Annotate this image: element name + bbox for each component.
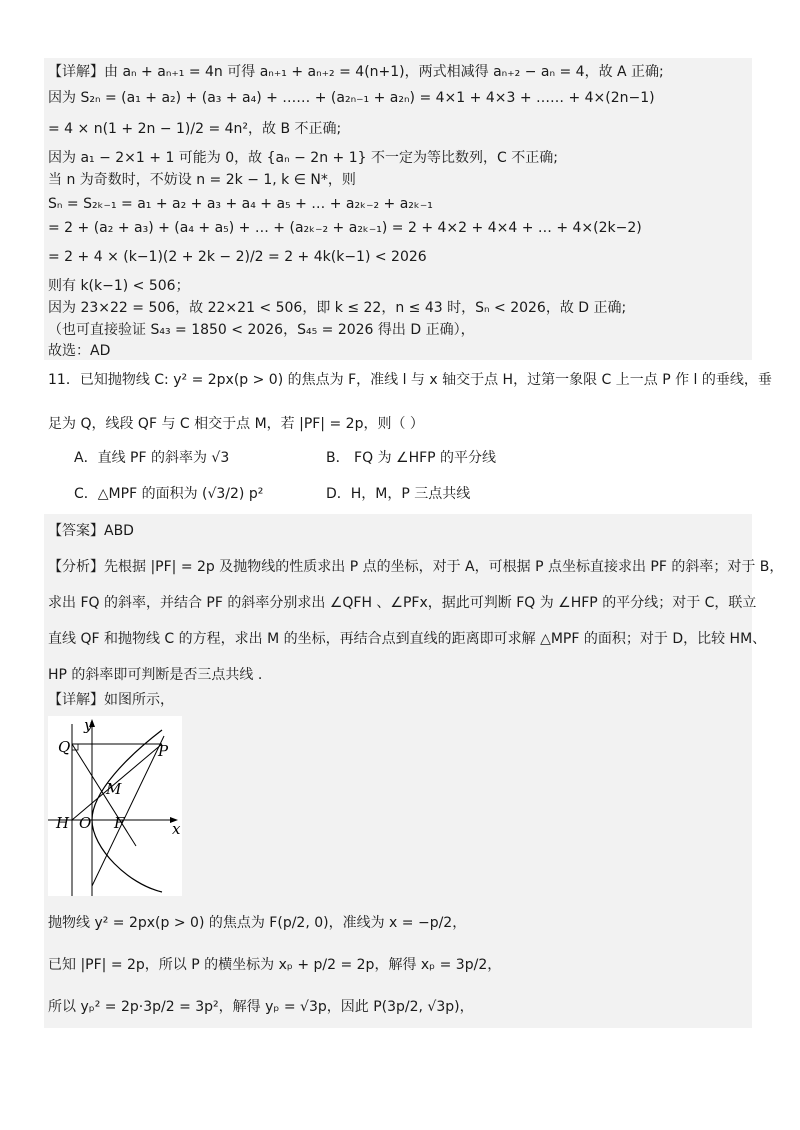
segment-pf [92,736,164,886]
analysis-line: 求出 FQ 的斜率，并结合 PF 的斜率分别求出 ∠QFH 、∠PFx，据此可判断 FQ 为 ∠HFP 的平分线；对于 C，联立 [48,595,757,611]
label-p: P [158,742,169,760]
option-a: A．直线 PF 的斜率为 √3 [74,450,230,466]
parabola-figure [48,716,182,896]
prev-solution-line: = 2 + (a₂ + a₃) + (a₄ + a₅) + … + (a₂ₖ₋₂ + a₂ₖ₋₁) = 2 + 4×2 + 4×4 + … + 4×(2k−2) [48,220,642,236]
prev-solution-line: 故选：AD [48,343,111,359]
parabola-diagram [48,716,182,896]
prev-solution-line: = 4 × n(1 + 2n − 1)/2 = 4n²，故 B 不正确; [48,121,342,137]
label-y: y [84,716,93,734]
label-o: O [79,814,92,832]
prev-solution-line: 则有 k(k−1) < 506； [48,278,190,294]
solution-head: 【详解】如图所示， [48,692,174,708]
prev-solution-line: 因为 S₂ₙ = (a₁ + a₂) + (a₃ + a₄) + …… + (a₂ₙ₋₁ + a₂ₙ) = 4×1 + 4×3 + …… + 4×(2n−1) [48,90,655,106]
parabola-curve [92,730,162,892]
solution-line: 已知 |PF| = 2p，所以 P 的横坐标为 xₚ + p/2 = 2p，解得 xₚ = 3p/2， [48,957,502,973]
analysis-line: HP 的斜率即可判断是否三点共线 . [48,667,263,683]
analysis-line: 【分析】先根据 |PF| = 2p 及抛物线的性质求出 P 点的坐标，对于 A，可根据 P 点坐标直接求出 PF 的斜率；对于 B， [48,559,784,575]
prev-solution-line: 因为 a₁ − 2×1 + 1 可能为 0，故 {aₙ − 2n + 1} 不一定为等比数列，C 不正确; [48,150,558,166]
answer-line: 【答案】ABD [48,523,134,539]
prev-solution-line: 因为 23×22 = 506，故 22×21 < 506，即 k ≤ 22，n ≤ 43 时，Sₙ < 2026，故 D 正确; [48,300,627,316]
question-number: 11． [48,372,80,388]
question-line: 足为 Q，线段 QF 与 C 相交于点 M，若 |PF| = 2p，则（ ） [48,416,424,432]
solution-line: 抛物线 y² = 2px(p > 0) 的焦点为 F(p/2, 0)，准线为 x = −p/2， [48,915,467,931]
prev-solution-line: = 2 + 4 × (k−1)(2 + 2k − 2)/2 = 2 + 4k(k−1) < 2026 [48,249,427,265]
label-x: x [172,820,181,838]
solution-line: 所以 yₚ² = 2p·3p/2 = 3p²，解得 yₚ = √3p，因此 P(3p/2, √3p)， [48,999,474,1015]
option-c: C．△MPF 的面积为 (√3/2) p² [74,486,264,502]
prev-solution-line: 【详解】由 aₙ + aₙ₊₁ = 4n 可得 aₙ₊₁ + aₙ₊₂ = 4(n+1)，两式相减得 aₙ₊₂ − aₙ = 4，故 A 正确; [48,64,664,80]
label-f: F [114,814,125,832]
prev-solution-line: （也可直接验证 S₄₃ = 1850 < 2026，S₄₅ = 2026 得出 D 正确）， [48,322,475,338]
question-stem: 已知抛物线 C: y² = 2px(p > 0) 的焦点为 F，准线 l 与 x 轴交于点 H，过第一象限 C 上一点 P 作 l 的垂线，垂 [79,372,772,388]
label-h: H [56,814,70,832]
option-b: B． FQ 为 ∠HFP 的平分线 [326,450,497,466]
option-d: D．H，M，P 三点共线 [326,486,471,502]
prev-solution-line: 当 n 为奇数时，不妨设 n = 2k − 1, k ∈ N*，则 [48,172,356,188]
label-m: M [106,780,122,798]
prev-solution-line: Sₙ = S₂ₖ₋₁ = a₁ + a₂ + a₃ + a₄ + a₅ + … + a₂ₖ₋₂ + a₂ₖ₋₁ [48,196,433,212]
analysis-line: 直线 QF 和抛物线 C 的方程，求出 M 的坐标，再结合点到直线的距离即可求解 △MPF 的面积；对于 D，比较 HM、 [48,631,767,647]
label-q: Q [58,738,71,756]
question-line [48,370,772,390]
